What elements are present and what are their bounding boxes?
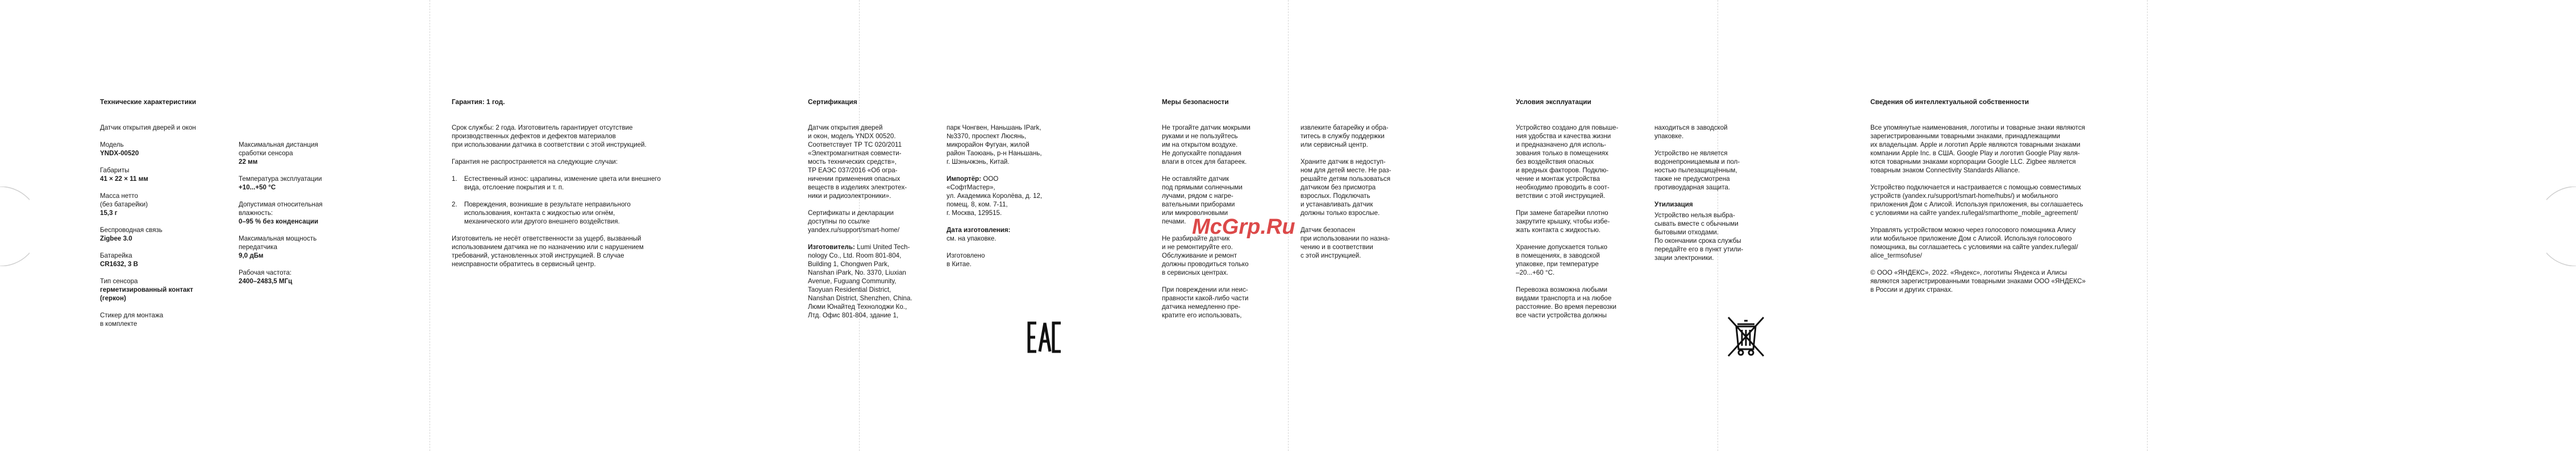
conditions-paragraph: При замене батарейки плотно закрутите крышку, чтобы избе- жать контакта с жидкостью. xyxy=(1516,209,1610,234)
manufacturer-address: парк Чонгвен, Наньшань IPark, №3370, проспект Люсянь, микрорайон Фугуан, жилой район Таоюань, р-н Наньшань, г. Шэньчжэнь, Китай. xyxy=(947,124,1042,165)
crossed-bin-icon xyxy=(1725,314,1767,359)
spec-item: Максимальная мощность передатчика 9,0 дБм xyxy=(239,235,317,259)
manufacturer-info: Изготовитель: Lumi United Tech- nology Co., Ltd. Room 801-804, Building 1, Chongwen Park, Nanshan iPark, No. 3370, Liuxian Avenue, Fuguang Community, Taoyuan Residential District, Nanshan District, Shenzhen, China. Люми Юнайтед Технолоджи Ко., Лтд. Офис 801-804, здание 1, xyxy=(808,243,912,319)
safety-paragraph: Не разбирайте датчик и не ремонтируйте его. Обслуживание и ремонт должны проводиться только в сервисных центрах. xyxy=(1162,235,1249,276)
section-heading: Гарантия: 1 год. xyxy=(452,98,505,106)
specs-right-list xyxy=(239,140,398,337)
section-heading: Сертификация xyxy=(808,98,857,106)
ip-section xyxy=(1870,98,2189,303)
disposal-heading: Утилизация xyxy=(1654,201,1693,208)
made-in-note: Изготовлено в Китае. xyxy=(947,252,985,268)
certification-section xyxy=(808,98,1047,328)
ip-paragraph: Устройство подключается и настраивается с помощью совместимых устройств (yandex.ru/support/smart-home/hubs/) и мобильного приложения Дом с Алисой. Используя приложения, вы соглашаетесь с условиями на сайте yandex.ru/legal/smarthome_mobile_agreement/ xyxy=(1870,184,2083,217)
safety-paragraph: извлеките батарейку и обра- титесь в службу поддержки или сервисный центр. xyxy=(1300,124,1389,148)
warranty-paragraph: Срок службы: 2 года. Изготовитель гарантирует отсутствие производственных дефектов и дефектов материалов при использовании датчика в соответствии с этой инструкцией. xyxy=(452,124,647,148)
section-heading: Технические характеристики xyxy=(100,98,197,106)
section-heading: Условия эксплуатации xyxy=(1516,98,1591,106)
conditions-left-column xyxy=(1516,123,1654,328)
ip-paragraph: Управлять устройством можно через голосового помощника Алису или мобильное приложение Дом с Алисой. Используя голосового помощника, вы соглашаетесь с условиями на сайте yandex.ru/legal/ alice_termsofuse/ xyxy=(1870,226,2078,259)
safety-paragraph: При повреждении или неис- правности какой-либо части датчика немедленно пре- кратите его использовать, xyxy=(1162,286,1249,319)
product-name: Датчик открытия дверей и окон xyxy=(100,124,196,131)
certification-right-column xyxy=(947,123,1047,328)
watermark: McGrp.Ru xyxy=(1192,215,1295,239)
spec-item: Рабочая частота: 2400–2483,5 МГц xyxy=(239,269,293,285)
conditions-right-column xyxy=(1654,123,1766,328)
spec-item: Допустимая относительная влажность: 0–95 % без конденсации xyxy=(239,201,323,225)
ip-paragraph: Все упомянутые наименования, логотипы и товарные знаки являются зарегистрированными товарными знаками, принадлежащими их владельцам. Apple и логотип Apple являются товарными знаками компании Apple Inc. в США. Google Play и логотип Google Play явля- ются товарными знаками корпорации Google LLC. Zigbee является товарным знаком Connectivity Standards Alliance. xyxy=(1870,124,2085,174)
left-edge-curve xyxy=(0,187,30,266)
tech-specs-section xyxy=(100,98,407,337)
certification-paragraph: Датчик открытия дверей и окон, модель YNDX 00520. Соответствует ТР ТС 020/2011 «Электромагнитная совмести- мость технических средств», ТР ЕАЭС 037/2016 «Об огра- ничении применения опасных веществ в изделиях электротех- ники и радиоэлектроники». xyxy=(808,124,907,200)
spec-item: Тип сенсора герметизированный контакт (геркон) xyxy=(100,278,193,302)
conditions-paragraph: Перевозка возможна любыми видами транспорта и на любое расстояние. Во время перевозки все части устройства должны xyxy=(1516,286,1616,319)
manufacture-date: Дата изготовления: см. на упаковке. xyxy=(947,226,1011,242)
spec-item: Беспроводная связь Zigbee 3.0 xyxy=(100,226,162,242)
safety-paragraph: Не оставляйте датчик под прямыми солнечными лучами, рядом с нагре- вательными приборами или микроволновыми печами. xyxy=(1162,175,1243,225)
section-heading: Меры безопасности xyxy=(1162,98,1229,106)
spec-item: Габариты 41 × 22 × 11 мм xyxy=(100,167,148,183)
safety-paragraph: Храните датчик в недоступ- ном для детей месте. Не раз- решайте детям пользоваться датчиком без присмотра взрослых. Подключать и устанавливать датчик должны только взрослые. xyxy=(1300,158,1391,217)
section-heading: Сведения об интеллектуальной собственности xyxy=(1870,98,2029,106)
copyright-note: © ООО «ЯНДЕКС», 2022. «Яндекс», логотипы Яндекса и Алисы являются зарегистрированными товарными знаками ООО «ЯНДЕКС» в России и других странах. xyxy=(1870,269,2086,293)
list-item: 1. Естественный износ: царапины, изменение цвета или внешнего вида, отслоение покрытия и т. п. xyxy=(452,175,661,191)
importer-info: Импортёр: ООО «СофтМастер», ул. Академика Королёва, д. 12, помещ. 8, ком. 7-11, г. Москва, 129515. xyxy=(947,175,1043,217)
specs-left-list xyxy=(100,140,239,337)
operating-conditions-section xyxy=(1516,98,1766,328)
conditions-paragraph: Устройство не является водонепроницаемым и пол- ностью пылезащищённым, также не предусмотрена противоударная защита. xyxy=(1654,150,1740,191)
safety-section xyxy=(1162,98,1412,328)
spec-item: Максимальная дистанция сработки сенсора 22 мм xyxy=(239,141,318,165)
spec-item: Температура эксплуатации +10...+50 °С xyxy=(239,175,322,191)
warranty-paragraph: Гарантия не распространяется на следующие случаи: xyxy=(452,158,618,165)
spec-item: Масса нетто (без батарейки) 15,3 г xyxy=(100,192,148,217)
eac-mark-icon xyxy=(1027,320,1062,355)
safety-paragraph: Не трогайте датчик мокрыми руками и не пользуйтесь им на открытом воздухе. Не допускайте попадания влаги в отсек для батареек. xyxy=(1162,124,1251,165)
right-edge-curve xyxy=(2546,187,2576,266)
warranty-section xyxy=(452,98,758,277)
certificates-link-note: Сертификаты и декларации доступны по ссылке yandex.ru/support/smart-home/ xyxy=(808,209,900,234)
conditions-paragraph: находиться в заводской упаковке. xyxy=(1654,124,1728,140)
safety-paragraph: Датчик безопасен при использовании по назна- чению и в соответствии с этой инструкцией. xyxy=(1300,226,1390,259)
warranty-paragraph: Изготовитель не несёт ответственности за ущерб, вызванный использованием датчика не по назначению или с нарушением требований, установленных этой инструкцией. В случае неисправности обратитесь в сервисный центр. xyxy=(452,235,644,268)
mounting-sticker-note: Стикер для монтажа в комплекте xyxy=(100,312,164,328)
spec-item: Модель YNDX-00520 xyxy=(100,141,139,157)
spec-item: Батарейка CR1632, 3 В xyxy=(100,252,139,268)
list-item: 2. Повреждения, возникшие в результате неправильного использования, контакта с жидкостью или огнём, механического или другого внешнего воздействия. xyxy=(452,201,631,225)
disposal-paragraph: Устройство нельзя выбра- сывать вместе с обычными бытовыми отходами. По окончании срока службы передайте его в пункт утили- зации электроники. xyxy=(1654,212,1744,262)
conditions-paragraph: Устройство создано для повыше- ния удобства и качества жизни и предназначено для исполь- зования только в помещениях без воздействия опасных и вредных факторов. Подклю- чение и монтаж устройства необходимо проводить в соот- ветствии с этой инструкцией. xyxy=(1516,124,1619,200)
certification-left-column xyxy=(808,123,947,328)
safety-right-column xyxy=(1300,123,1412,328)
conditions-paragraph: Хранение допускается только в помещениях, в заводской упаковке, при температуре –20...+60 °С. xyxy=(1516,243,1608,276)
